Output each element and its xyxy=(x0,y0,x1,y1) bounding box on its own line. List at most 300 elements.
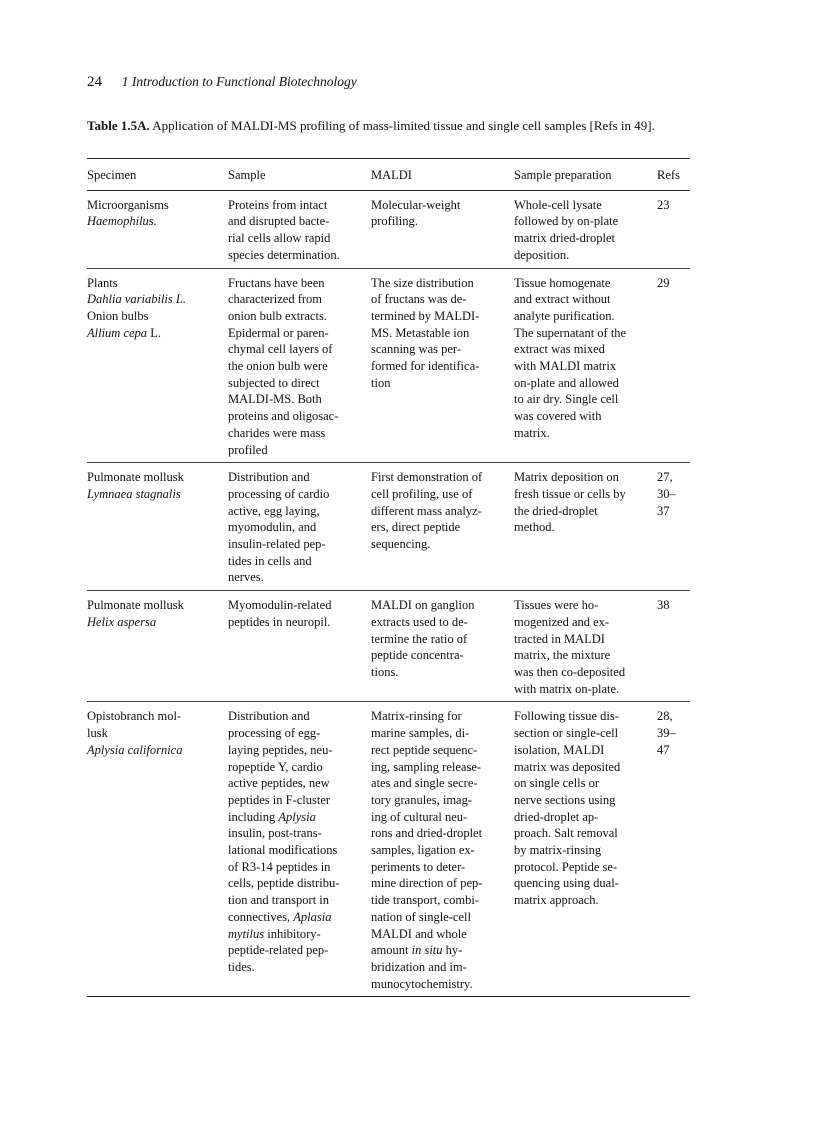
text: to air dry. Single cell xyxy=(514,392,619,407)
cell-sample xyxy=(228,702,371,997)
cell-line xyxy=(228,358,371,375)
cell-line xyxy=(228,569,371,586)
cell-line xyxy=(514,391,657,408)
text: scanning was per- xyxy=(371,342,461,357)
cell-refs xyxy=(657,591,690,702)
text: myomodulin, and xyxy=(228,520,317,535)
text: followed by on-plate xyxy=(514,214,619,229)
cell-line xyxy=(657,275,690,292)
text: quencing using dual- xyxy=(514,876,619,891)
text: nation of single-cell xyxy=(371,909,471,924)
cell-line xyxy=(87,614,228,631)
cell-line xyxy=(371,291,514,308)
text: 23 xyxy=(657,197,670,212)
text: 27, xyxy=(657,470,673,485)
text: analyte purification. xyxy=(514,308,615,323)
cell-line xyxy=(228,247,371,264)
cell-line xyxy=(87,308,228,325)
cell-specimen xyxy=(87,463,228,591)
text: tides in cells and xyxy=(228,553,312,568)
cell-line xyxy=(371,664,514,681)
cell-line xyxy=(228,553,371,570)
table-row xyxy=(87,591,690,702)
text: peptides in F-cluster xyxy=(228,792,331,807)
cell-line xyxy=(87,213,228,230)
text: onion bulb extracts. xyxy=(228,308,327,323)
cell-refs xyxy=(657,268,690,463)
text: Onion bulbs xyxy=(87,308,149,323)
cell-line xyxy=(514,375,657,392)
text: active peptides, new xyxy=(228,776,330,791)
text: The supernatant of the xyxy=(514,325,627,340)
col-header-sample-preparation: Sample preparation xyxy=(514,168,612,182)
text: ing, sampling release- xyxy=(371,759,482,774)
cell-line xyxy=(514,664,657,681)
cell-line xyxy=(371,325,514,342)
cell-line xyxy=(371,519,514,536)
text: and disrupted bacte- xyxy=(228,214,330,229)
text: inhibitory- xyxy=(264,926,321,941)
text: sequencing. xyxy=(371,537,431,552)
cell-line xyxy=(228,742,371,759)
text: tions. xyxy=(371,664,399,679)
cell-line xyxy=(514,358,657,375)
text: matrix approach. xyxy=(514,893,599,908)
text: munocytochemistry. xyxy=(371,976,473,991)
col-header-specimen: Specimen xyxy=(87,168,137,182)
cell-line xyxy=(371,469,514,486)
cell-line xyxy=(228,469,371,486)
text: with matrix on-plate. xyxy=(514,681,620,696)
cell-line xyxy=(514,597,657,614)
text: isolation, MALDI xyxy=(514,742,605,757)
text: Molecular-weight xyxy=(371,197,461,212)
text: cells, peptide distribu- xyxy=(228,876,340,891)
cell-line xyxy=(371,503,514,520)
text: Matrix deposition on xyxy=(514,470,619,485)
cell-refs xyxy=(657,190,690,268)
text: proteins and oligosac- xyxy=(228,409,339,424)
text: peptide concentra- xyxy=(371,648,464,663)
cell-line xyxy=(228,759,371,776)
table-label: Table 1.5A. xyxy=(87,118,150,133)
text: 39– xyxy=(657,726,676,741)
text: dried-droplet ap- xyxy=(514,809,599,824)
text: processing of cardio xyxy=(228,486,330,501)
cell-line xyxy=(228,391,371,408)
text: matrix. xyxy=(514,425,550,440)
cell-line xyxy=(228,875,371,892)
italic-text: mytilus xyxy=(228,926,265,941)
text: Fructans have been xyxy=(228,275,325,290)
italic-text: Aplysia xyxy=(278,809,316,824)
cell-line xyxy=(514,425,657,442)
text: tracted in MALDI xyxy=(514,631,605,646)
text: termine the ratio of xyxy=(371,631,468,646)
cell-line xyxy=(514,842,657,859)
table-row xyxy=(87,463,690,591)
cell-line xyxy=(514,341,657,358)
text: termined by MALDI- xyxy=(371,308,480,323)
cell-line xyxy=(371,959,514,976)
cell-specimen xyxy=(87,702,228,997)
table-header-row xyxy=(87,159,690,191)
cell-line xyxy=(371,341,514,358)
cell-line xyxy=(657,469,690,486)
text: Myomodulin-related xyxy=(228,598,332,613)
text: First demonstration of xyxy=(371,470,483,485)
text: was then co-deposited xyxy=(514,664,626,679)
cell-line xyxy=(371,375,514,392)
text: insulin, post-trans- xyxy=(228,826,322,841)
page-number: 24 xyxy=(87,74,102,90)
cell-line xyxy=(87,486,228,503)
cell-maldi xyxy=(371,702,514,997)
italic-text: Haemophilus. xyxy=(87,214,157,229)
text: including xyxy=(228,809,279,824)
text: MS. Metastable ion xyxy=(371,325,470,340)
cell-line xyxy=(514,486,657,503)
cell-line xyxy=(514,631,657,648)
cell-line xyxy=(228,942,371,959)
cell-maldi xyxy=(371,190,514,268)
cell-line xyxy=(371,909,514,926)
text: matrix was deposited xyxy=(514,759,621,774)
text: insulin-related pep- xyxy=(228,537,326,552)
cell-line xyxy=(514,892,657,909)
text: Microorganisms xyxy=(87,197,169,212)
text: mine direction of pep- xyxy=(371,876,483,891)
text: characterized from xyxy=(228,292,323,307)
text: ates and single secre- xyxy=(371,776,478,791)
cell-line xyxy=(228,486,371,503)
cell-line xyxy=(514,275,657,292)
cell-line xyxy=(228,375,371,392)
text: rial cells allow rapid xyxy=(228,231,331,246)
cell-line xyxy=(371,197,514,214)
cell-line xyxy=(228,503,371,520)
cell-line xyxy=(371,725,514,742)
text: method. xyxy=(514,520,555,535)
cell-line xyxy=(514,519,657,536)
text: extract was mixed xyxy=(514,342,605,357)
text: by matrix-rinsing xyxy=(514,843,602,858)
cell-line xyxy=(514,230,657,247)
cell-line xyxy=(514,308,657,325)
text: fresh tissue or cells by xyxy=(514,486,626,501)
cell-line xyxy=(371,536,514,553)
text: tion xyxy=(371,375,391,390)
cell-line xyxy=(228,825,371,842)
cell-line xyxy=(371,976,514,993)
cell-refs xyxy=(657,463,690,591)
cell-line xyxy=(228,809,371,826)
maldi-table xyxy=(87,158,690,997)
text: charides were mass xyxy=(228,425,326,440)
italic-text: Aplasia xyxy=(293,909,332,924)
cell-line xyxy=(228,725,371,742)
text: proach. Salt removal xyxy=(514,826,618,841)
italic-text: Helix aspersa xyxy=(87,614,157,629)
cell-specimen xyxy=(87,190,228,268)
text: Pulmonate mollusk xyxy=(87,598,184,613)
text: different mass analyz- xyxy=(371,503,482,518)
text: Plants xyxy=(87,275,118,290)
table-row xyxy=(87,190,690,268)
cell-line xyxy=(228,325,371,342)
text: with MALDI matrix xyxy=(514,359,617,374)
text: formed for identifica- xyxy=(371,359,480,374)
text: tide transport, combi- xyxy=(371,893,479,908)
cell-line xyxy=(514,247,657,264)
text: on single cells or xyxy=(514,776,600,791)
text: bridization and im- xyxy=(371,959,467,974)
text: nerve sections using xyxy=(514,792,616,807)
cell-line xyxy=(371,614,514,631)
text: 38 xyxy=(657,598,670,613)
cell-line xyxy=(514,213,657,230)
text: The size distribution xyxy=(371,275,474,290)
text: peptides in neuropil. xyxy=(228,614,331,629)
cell-line xyxy=(371,926,514,943)
cell-line xyxy=(514,681,657,698)
text: Distribution and xyxy=(228,709,310,724)
cell-line xyxy=(228,597,371,614)
cell-line xyxy=(87,275,228,292)
text: marine samples, di- xyxy=(371,726,470,741)
text: ropeptide Y, cardio xyxy=(228,759,323,774)
cell-line xyxy=(371,708,514,725)
cell-line xyxy=(228,859,371,876)
cell-line xyxy=(514,614,657,631)
cell-line xyxy=(228,892,371,909)
text: of R3-14 peptides in xyxy=(228,859,331,874)
text: section or single-cell xyxy=(514,726,619,741)
cell-line xyxy=(657,725,690,742)
cell-line xyxy=(228,708,371,725)
cell-line xyxy=(657,597,690,614)
text: Epidermal or paren- xyxy=(228,325,329,340)
text: 30– xyxy=(657,486,676,501)
text: ing of cultural neu- xyxy=(371,809,468,824)
cell-line xyxy=(371,308,514,325)
cell-line xyxy=(371,759,514,776)
text: Opistobranch mol- xyxy=(87,709,182,724)
cell-line xyxy=(228,442,371,459)
table-row xyxy=(87,702,690,997)
text: Following tissue dis- xyxy=(514,709,619,724)
cell-line xyxy=(514,775,657,792)
text: Pulmonate mollusk xyxy=(87,470,184,485)
cell-sample-preparation xyxy=(514,268,657,463)
text: matrix dried-droplet xyxy=(514,231,616,246)
cell-line xyxy=(514,742,657,759)
cell-line xyxy=(514,809,657,826)
cell-sample-preparation xyxy=(514,702,657,997)
cell-maldi xyxy=(371,268,514,463)
cell-refs xyxy=(657,702,690,997)
text: Distribution and xyxy=(228,470,310,485)
table-caption-text: Application of MALDI-MS profiling of mass-limited tissue and single cell samples [Refs in 49]. xyxy=(152,118,655,133)
text: peptide-related pep- xyxy=(228,943,329,958)
text: 47 xyxy=(657,742,670,757)
cell-line xyxy=(371,597,514,614)
table-row xyxy=(87,268,690,463)
text: deposition. xyxy=(514,247,570,262)
text: hy- xyxy=(442,943,463,958)
cell-line xyxy=(657,197,690,214)
cell-maldi xyxy=(371,591,514,702)
cell-line xyxy=(228,842,371,859)
cell-line xyxy=(657,486,690,503)
cell-line xyxy=(228,341,371,358)
cell-line xyxy=(514,291,657,308)
cell-line xyxy=(228,291,371,308)
cell-line xyxy=(514,875,657,892)
cell-line xyxy=(514,197,657,214)
text: connectives, xyxy=(228,909,294,924)
cell-line xyxy=(371,825,514,842)
cell-line xyxy=(514,408,657,425)
text: 28, xyxy=(657,709,673,724)
cell-line xyxy=(371,631,514,648)
text: MALDI and whole xyxy=(371,926,467,941)
cell-specimen xyxy=(87,591,228,702)
cell-line xyxy=(371,742,514,759)
text: the dried-droplet xyxy=(514,503,598,518)
text: 29 xyxy=(657,275,670,290)
text: of fructans was de- xyxy=(371,292,467,307)
cell-line xyxy=(514,503,657,520)
cell-line xyxy=(514,759,657,776)
page-header xyxy=(87,74,357,91)
text: processing of egg- xyxy=(228,726,321,741)
text: and extract without xyxy=(514,292,611,307)
cell-line xyxy=(371,275,514,292)
cell-line xyxy=(228,275,371,292)
cell-line xyxy=(371,875,514,892)
italic-text: Dahlia variabilis L. xyxy=(87,292,186,307)
cell-sample xyxy=(228,268,371,463)
cell-line xyxy=(371,842,514,859)
text: tory granules, imag- xyxy=(371,792,473,807)
cell-line xyxy=(228,959,371,976)
text: protocol. Peptide se- xyxy=(514,859,618,874)
table-caption xyxy=(87,117,692,134)
italic-text: in situ xyxy=(411,943,443,958)
col-header-sample: Sample xyxy=(228,168,266,182)
cell-line xyxy=(87,469,228,486)
text: Tissue homogenate xyxy=(514,275,611,290)
text: cell profiling, use of xyxy=(371,486,473,501)
col-header-refs: Refs xyxy=(657,168,680,182)
text: 37 xyxy=(657,503,670,518)
cell-line xyxy=(657,708,690,725)
text: nerves. xyxy=(228,570,264,585)
italic-text: Allium cepa xyxy=(87,325,148,340)
text: tion and transport in xyxy=(228,893,330,908)
cell-line xyxy=(371,213,514,230)
cell-line xyxy=(228,926,371,943)
text: species determination. xyxy=(228,247,340,262)
running-title: 1 Introduction to Functional Biotechnology xyxy=(121,74,357,89)
cell-line xyxy=(228,425,371,442)
cell-line xyxy=(228,308,371,325)
cell-line xyxy=(228,213,371,230)
cell-line xyxy=(514,825,657,842)
cell-line xyxy=(87,325,228,342)
cell-line xyxy=(228,230,371,247)
text: laying peptides, neu- xyxy=(228,742,333,757)
cell-sample xyxy=(228,463,371,591)
cell-line xyxy=(514,859,657,876)
text: rons and dried-droplet xyxy=(371,826,483,841)
text: lusk xyxy=(87,726,108,741)
text: profiled xyxy=(228,442,268,457)
text: subjected to direct xyxy=(228,375,320,390)
cell-sample-preparation xyxy=(514,463,657,591)
cell-line xyxy=(514,469,657,486)
cell-line xyxy=(371,892,514,909)
text: Tissues were ho- xyxy=(514,598,599,613)
cell-line xyxy=(657,503,690,520)
text: profiling. xyxy=(371,214,418,229)
text: MALDI-MS. Both xyxy=(228,392,322,407)
cell-line xyxy=(371,358,514,375)
cell-line xyxy=(87,291,228,308)
cell-line xyxy=(371,942,514,959)
cell-line xyxy=(371,486,514,503)
text: on-plate and allowed xyxy=(514,375,619,390)
cell-line xyxy=(371,792,514,809)
cell-line xyxy=(514,708,657,725)
cell-sample-preparation xyxy=(514,190,657,268)
cell-line xyxy=(87,597,228,614)
cell-line xyxy=(228,536,371,553)
cell-line xyxy=(371,775,514,792)
text: the onion bulb were xyxy=(228,359,328,374)
text: chymal cell layers of xyxy=(228,342,333,357)
cell-line xyxy=(514,325,657,342)
italic-text: Lymnaea stagnalis xyxy=(87,486,181,501)
text: active, egg laying, xyxy=(228,503,320,518)
cell-line xyxy=(87,742,228,759)
cell-line xyxy=(514,792,657,809)
cell-sample xyxy=(228,591,371,702)
cell-line xyxy=(514,725,657,742)
cell-sample-preparation xyxy=(514,591,657,702)
text: lational modifications xyxy=(228,843,338,858)
text: periments to deter- xyxy=(371,859,466,874)
cell-line xyxy=(87,197,228,214)
cell-line xyxy=(371,809,514,826)
cell-sample xyxy=(228,190,371,268)
text: samples, ligation ex- xyxy=(371,843,475,858)
cell-line xyxy=(514,647,657,664)
text: mogenized and ex- xyxy=(514,614,610,629)
cell-line xyxy=(371,859,514,876)
cell-line xyxy=(228,909,371,926)
table-body xyxy=(87,190,690,997)
text: matrix, the mixture xyxy=(514,648,611,663)
text: was covered with xyxy=(514,409,602,424)
cell-line xyxy=(228,519,371,536)
text: MALDI on ganglion xyxy=(371,598,475,613)
cell-line xyxy=(87,708,228,725)
cell-line xyxy=(228,614,371,631)
col-header-maldi: MALDI xyxy=(371,168,412,182)
cell-line xyxy=(228,197,371,214)
